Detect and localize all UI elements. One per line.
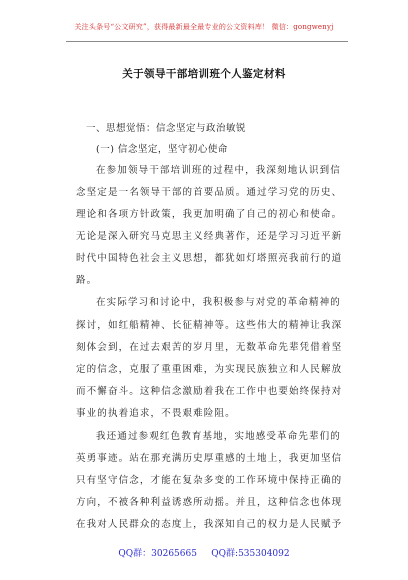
document-title: 关于领导干部培训班个人鉴定材料 xyxy=(122,68,286,80)
body-line: 时代中国特色社会主义思想，都犹如灯塔照亮我前行的道 xyxy=(76,253,343,264)
section-heading: 一、思想觉悟：信念坚定与政治敏锐 xyxy=(86,123,247,134)
body-line: 路。 xyxy=(76,275,98,286)
body-line: 念坚定是一名领导干部的首要品质。通过学习党的历史、 xyxy=(76,187,343,198)
body-line: 我还通过参观红色教育基地，实地感受革命先辈们的 xyxy=(96,431,341,442)
body-line: 而不懈奋斗。这种信念激励着我在工作中也要始终保持对 xyxy=(76,386,343,397)
body-line: 只有坚守信念，才能在复杂多变的工作环境中保持正确的 xyxy=(76,475,343,486)
header-divider xyxy=(66,41,348,42)
footer-qq-group-2: QQ群:535304092 xyxy=(211,549,290,559)
subsection-heading: (一) 信念坚定，坚守初心使命 xyxy=(96,144,228,155)
body-line: 无论是深入研究马克思主义经典著作，还是学习习近平新 xyxy=(76,231,343,242)
footer-qq-group-1: QQ群：30265665 xyxy=(118,549,197,559)
body-line: 事业的执着追求，不畏艰难险阻。 xyxy=(76,408,236,419)
body-line: 刻体会到，在过去艰苦的岁月里，无数革命先辈凭借着坚 xyxy=(76,342,343,353)
body-line: 英勇事迹。站在那充满历史厚重感的土地上，我更加坚信 xyxy=(76,453,343,464)
body-line: 在实际学习和讨论中，我积极参与对党的革命精神的 xyxy=(96,297,341,308)
footer-contact xyxy=(0,546,408,559)
body-line: 方向，不被各种利益诱惑所动摇。并且，这种信念也体现 xyxy=(76,497,343,508)
body-line: 在我对人民群众的态度上，我深知自己的权力是人民赋予 xyxy=(76,519,343,530)
body-line: 定的信念，克服了重重困难，为实现民族独立和人民解放 xyxy=(76,364,343,375)
body-line: 在参加领导干部培训班的过程中，我深刻地认识到信 xyxy=(96,165,341,176)
body-line: 理论和各项方针政策，我更加明确了自己的初心和使命。 xyxy=(76,209,343,220)
header-note: 关注头条号“公文研究”，获得最新最全最专业的公文资料库！ 微信：gongwenyj xyxy=(74,23,334,31)
body-line: 探讨，如红船精神、长征精神等。这些伟大的精神让我深 xyxy=(76,320,343,331)
